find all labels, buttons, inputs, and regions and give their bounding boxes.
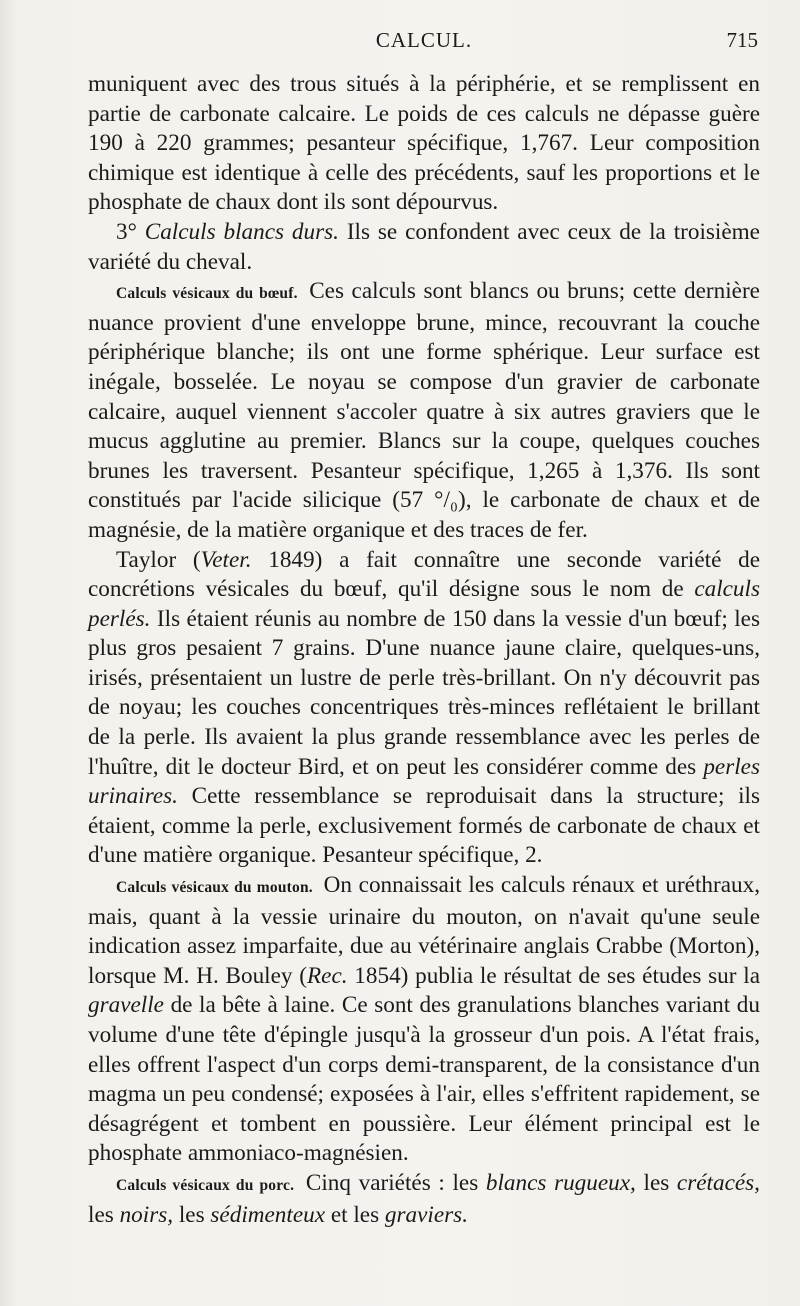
running-title: CALCUL. <box>375 28 473 52</box>
text-run: les <box>635 1169 677 1196</box>
text-run: de la bête à laine. Ce sont des granulations blanches variant du volume d'une tête d'épingle jusqu'à la grosseur d'un pois. A l'état frais, elles offrent l'aspect d'un corps demi-transparent, de la consistance d'un magma un peu condensé; exposées à l'air, elles s'effritent rapidement, se désagrégent et tombent en poussière. Leur élément principal est le phosphate ammoniaco-magnésien. <box>88 992 760 1167</box>
italic-text: blancs rugueux, <box>485 1169 636 1196</box>
italic-text: sédimenteux <box>210 1201 326 1228</box>
text-run: les <box>173 1201 211 1228</box>
section-heading: Calculs vésicaux du porc. <box>116 1176 295 1194</box>
paragraph-calculs-porc <box>88 1169 760 1230</box>
italic-text: gravelle <box>88 992 164 1019</box>
text-run: Cette ressemblance se reproduisait dans la structure; ils étaient, comme la perle, exclusivement formés de carbonate de chaux et d'une matière organique. Pesanteur spécifique, 2. <box>88 783 760 869</box>
text-run: 1854) publia le résultat de ses études sur la <box>347 962 760 989</box>
italic-text: calculs perlés. <box>88 576 760 632</box>
page-number: 715 <box>726 28 758 52</box>
italic-text: Calculs blancs durs. <box>144 218 339 245</box>
page-body <box>88 70 760 1230</box>
italic-text: perles urinaires. <box>88 753 760 810</box>
paragraph-taylor <box>88 546 760 872</box>
italic-text: crétacés, <box>676 1169 760 1196</box>
paragraph-calculs-mouton <box>88 871 760 1169</box>
italic-text: noirs, <box>119 1201 174 1228</box>
paragraph-continuation <box>88 70 760 218</box>
text-run: Ils se confondent avec ceux de la troisième variété du cheval. <box>88 218 760 275</box>
paragraph-calculs-boeuf <box>88 277 760 545</box>
text-run: Ils étaient réunis au nombre de 150 dans la vessie d'un bœuf; les plus gros pesaient 7 grains. D'une nuance jaune claire, quelques-uns, irisés, présentaient un lustre de perle très-brillant. On n'y découvrit pas de noyau; les couches concentriques très-minces reflétaient le brillant de la perle. Ils avaient la plus grande ressemblance avec les perles de l'huître, dit le docteur Bird, et on peut les considérer comme des <box>88 605 760 780</box>
page-header <box>88 28 760 62</box>
text-run: 3° <box>116 218 145 245</box>
paragraph-calculs-blancs-durs <box>88 218 760 277</box>
section-heading: Calculs vésicaux du bœuf. <box>116 285 298 303</box>
text-run: 1849) a fait connaître une seconde variété de concrétions vésicales du bœuf, qu'il désigne sous le nom de <box>88 546 760 603</box>
text-run: les <box>88 1201 120 1228</box>
section-heading: Calculs vésicaux du mouton. <box>116 879 313 897</box>
italic-text: Rec. <box>306 962 348 989</box>
text-run: Cinq variétés : les <box>298 1169 486 1196</box>
text-run: muniquent avec des trous situés à la périphérie, et se remplissent en partie de carbonate calcaire. Le poids de ces calculs ne dépasse guère 190 à 220 grammes; pesanteur spécifique, 1,767. Leur composition chimique est identique à celle des précédents, sauf les proportions et le phosphate de chaux dont ils sont dépourvus. <box>88 71 760 216</box>
text-run: On connaissait les calculs rénaux et uréthraux, mais, quant à la vessie urinaire du mouton, on n'avait qu'une seule indication assez imparfaite, due au vétérinaire anglais Crabbe (Morton), lorsque M. H. Bouley ( <box>88 872 760 989</box>
text-run: et les <box>325 1201 385 1228</box>
text-run: Ces calculs sont blancs ou bruns; cette dernière nuance provient d'une enveloppe brune, mince, recouvrant la couche périphérique blanche; ils ont une forme sphérique. Leur surface est inégale, bosselée. Le noyau se compose d'un gravier de carbonate calcaire, auquel viennent s'accoler quatre à six autres graviers que le mucus agglutine au premier. Blancs sur la coupe, quelques couches brunes les traversent. Pesanteur spécifique, 1,265 à 1,376. Ils sont constitués par l'acide silicique (57 °/₀), le carbonate de chaux et de magnésie, de la matière organique et des traces de fer. <box>88 278 760 543</box>
italic-text: graviers. <box>384 1201 468 1228</box>
text-run: Taylor ( <box>116 546 201 573</box>
italic-text: Veter. <box>200 546 252 573</box>
